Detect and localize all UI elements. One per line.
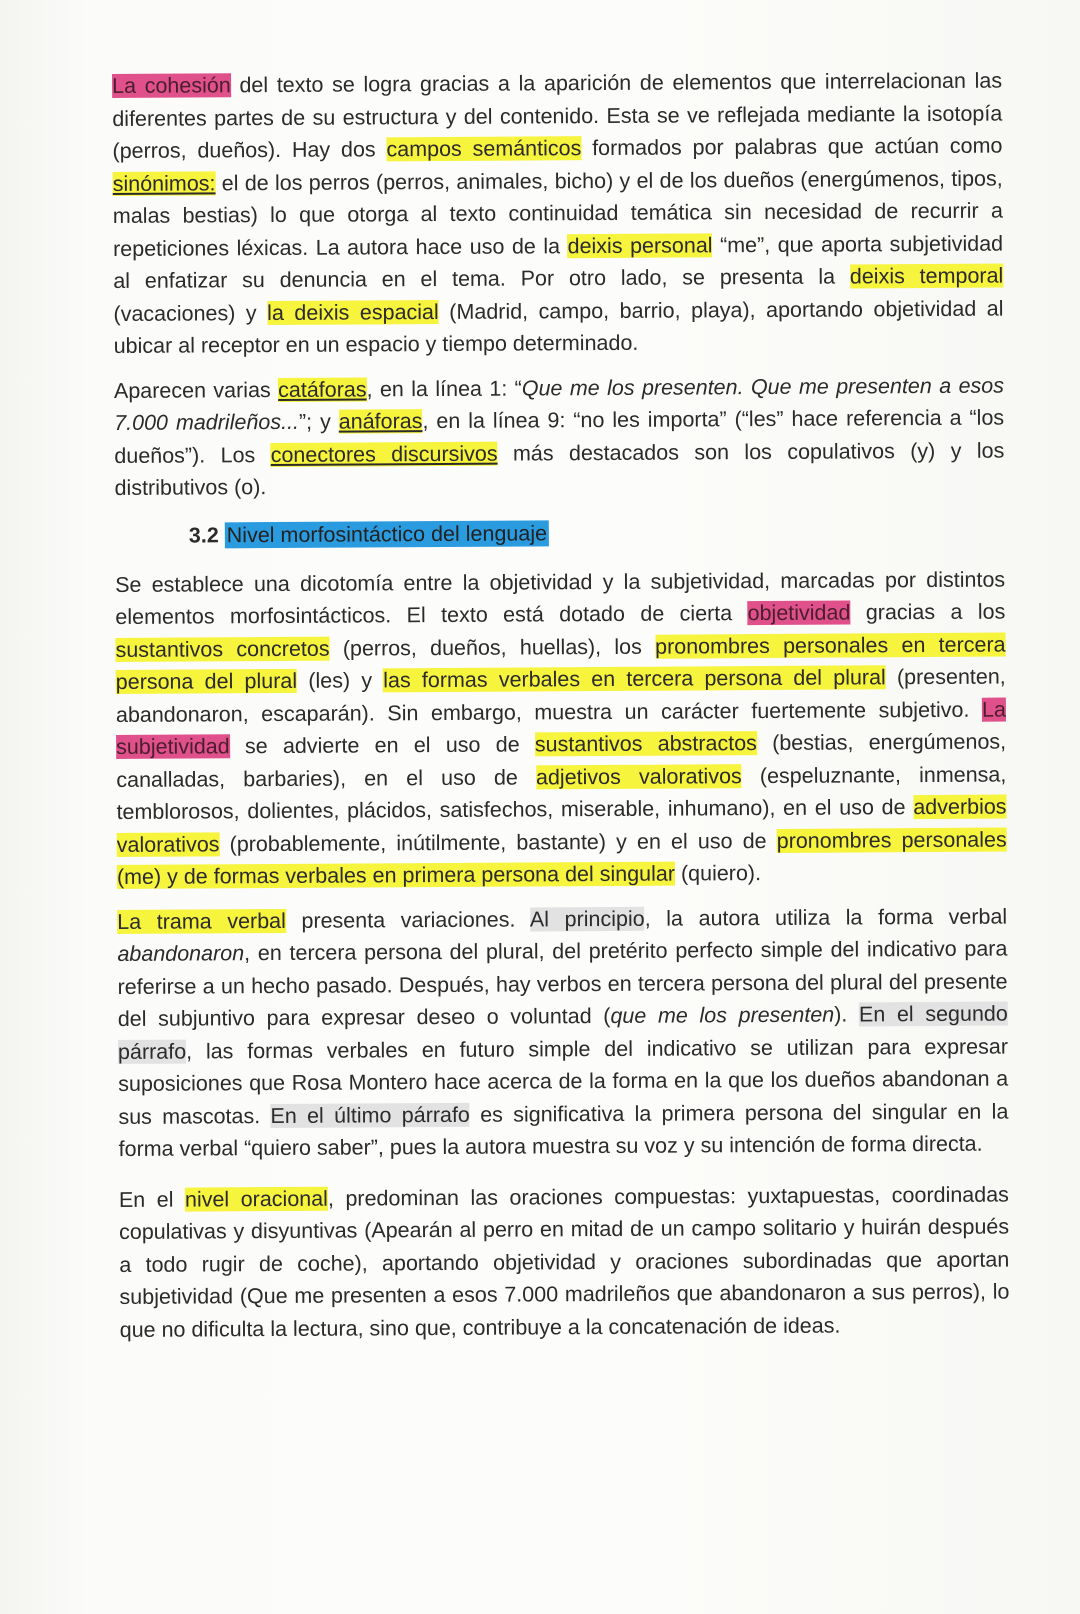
- highlight-yellow: las formas verbales en tercera persona del plural: [383, 665, 886, 693]
- highlight-yellow-underlined: catáforas: [278, 376, 367, 402]
- highlight-yellow-underlined: anáforas: [338, 409, 423, 434]
- highlight-yellow: nivel oracional: [184, 1186, 329, 1212]
- highlight-yellow: La trama verbal: [117, 908, 286, 934]
- highlight-yellow: sustantivos abstractos: [534, 731, 757, 757]
- highlight-gray: Al principio: [529, 906, 645, 931]
- paragraph-cohesion: La cohesión del texto se logra gracias a la aparición de elementos que interrelacionan las diferentes partes de su estructura y del contenido. Esta se ve reflejada mediante la isotopía (perros, dueños). Hay dos campos semánticos formados por palabras que actúan como sinónimos: el de los perros (perros, animales, bicho) y el de los dueños (energúmenos, tipos, malas bestias) lo que otorga al texto continuidad temática sin necesidad de recurrir a repeticiones léxicas. La autora hace uso de la deixis personal “me”, que aporta subjetividad al enfatizar su denuncia en el tema. Por otro lado, se presenta la deixis temporal (vacaciones) y la deixis espacial (Madrid, campo, barrio, playa), aportando objetividad al ubicar al receptor en un espacio y tiempo determinado.: [112, 68, 1004, 358]
- section-number: 3.2: [188, 522, 219, 548]
- highlight-yellow: deixis temporal: [849, 263, 1004, 289]
- highlight-gray: En el último párrafo: [270, 1102, 470, 1128]
- highlight-yellow: pronombres personales en tercera persona del plural: [115, 632, 1006, 694]
- italic-quote: que me los presenten: [610, 1002, 835, 1028]
- paragraph-dicotomia: Se establece una dicotomía entre la objetividad y la subjetividad, marcadas por distintos elementos morfosintácticos. El texto está dotado de cierta objetividad gracias a los sustantivos concretos (perros, dueños, huellas), los pronombres personales en tercera persona del plural (les) y las formas verbales en tercera persona del plural (presenten, abandonaron, escaparán). Sin embargo, muestra un carácter fuertemente subjetivo. La subjetividad se advierte en el uso de sustantivos abstractos (bestias, energúmenos, canalladas, barbaries), en el uso de adjetivos valorativos (espeluznante, inmensa, temblorosos, dolientes, plácidos, satisfechos, miserable, inhumano), en el uso de adverbios valorativos (probablemente, inútilmente, bastante) y en el uso de pronombres personales (me) y de formas verbales en primera persona del singular (quiero).: [115, 567, 1007, 889]
- highlight-yellow: campos semánticos: [386, 136, 582, 162]
- highlight-yellow: adverbios valorativos: [116, 794, 1007, 857]
- highlight-yellow: la deixis espacial: [267, 299, 439, 325]
- italic-verb: abandonaron: [117, 941, 245, 966]
- document-body: [112, 65, 1010, 1346]
- highlight-gray: En el segundo párrafo: [117, 1001, 1008, 1064]
- highlight-yellow: sustantivos concretos: [115, 636, 330, 662]
- highlight-yellow-underlined: sinónimos:: [112, 170, 216, 196]
- italic-quote: Que me los presenten. Que me presenten a esos 7.000 madrileños...: [114, 373, 1005, 435]
- highlight-yellow: pronombres personales (me) y de formas verbales en primera persona del singular: [116, 827, 1007, 889]
- highlight-yellow: deixis personal: [567, 232, 713, 258]
- highlight-yellow-underlined: conectores discursivos: [270, 441, 498, 467]
- section-title: Nivel morfosintáctico del lenguaje: [225, 520, 549, 548]
- paragraph-nivel-oracional: En el nivel oracional, predominan las oraciones compuestas: yuxtapuestas, coordinadas copulativas y disyuntivas (Apearán al perro en mitad de un campo solitario y huirán después a todo rugir de coche), aportando objetividad y oraciones subordinadas que aportan subjetividad (Que me presenten a esos 7.000 madrileños que abandonaron a sus perros), lo que no dificulta la lectura, sino que, contribuye a la concatenación de ideas.: [118, 1182, 1010, 1342]
- paragraph-cataforas: Aparecen varias catáforas, en la línea 1: “Que me los presenten. Que me presenten a esos 7.000 madrileños...”; y anáforas, en la línea 9: “no les importa” (“les” hace referencia a “los dueños”). Los conectores discursivos más destacados son los copulativos (y) y los distributivos (o).: [113, 373, 1005, 500]
- paragraph-trama-verbal: La trama verbal presenta variaciones. Al principio, la autora utiliza la forma verbal abandonaron, en tercera persona del plural, del pretérito perfecto simple del indicativo para referirse a un hecho pasado. Después, hay verbos en tercera persona del plural del presente del subjuntivo para expresar deseo o voluntad (que me los presenten). En el segundo párrafo, las formas verbales en futuro simple del indicativo se utilizan para expresar suposiciones que Rosa Montero hace acerca de la forma en la que los dueños abandonan a sus mascotas. En el último párrafo es significativa la primera persona del singular en la forma verbal “quiero saber”, pues la autora muestra su voz y su intención de forma directa.: [117, 904, 1009, 1161]
- highlight-pink: objetividad: [747, 600, 851, 626]
- section-heading: [189, 513, 1005, 552]
- highlight-pink: La cohesión: [112, 73, 231, 98]
- highlight-yellow: adjetivos valorativos: [535, 763, 742, 789]
- highlight-pink: La subjetividad: [116, 697, 1006, 759]
